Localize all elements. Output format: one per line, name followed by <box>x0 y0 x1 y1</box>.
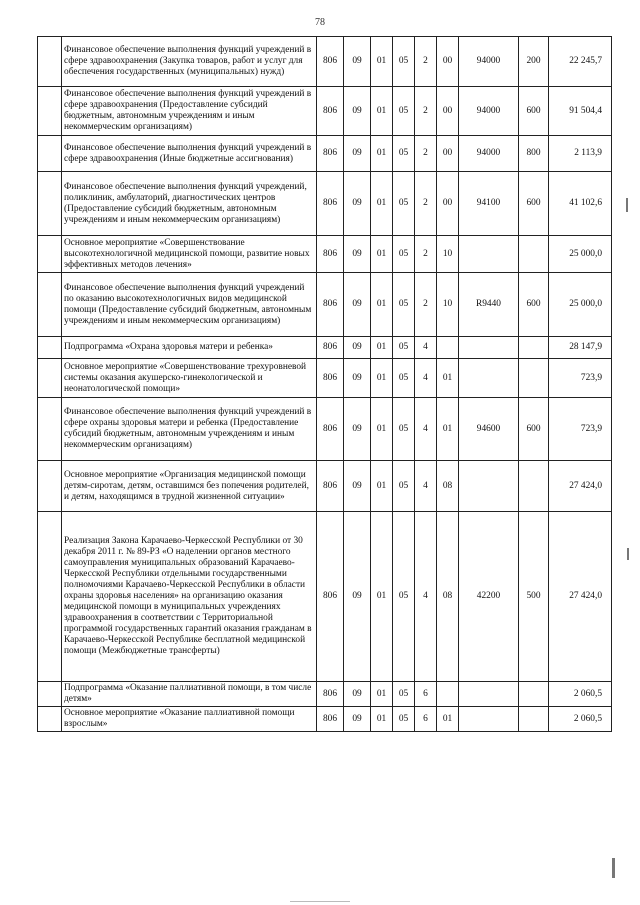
cell-c4: 94000 <box>459 37 519 87</box>
cell-c4 <box>459 337 519 359</box>
row-index-cell <box>38 707 62 732</box>
cell-grbs: 806 <box>317 512 344 682</box>
scan-mark <box>627 548 629 560</box>
cell-grbs: 806 <box>317 337 344 359</box>
cell-vr <box>519 461 549 512</box>
cell-c1: 05 <box>393 512 415 682</box>
cell-c3: 08 <box>437 512 459 682</box>
cell-amount: 25 000,0 <box>549 273 612 337</box>
cell-c3: 10 <box>437 236 459 273</box>
cell-c2: 2 <box>415 236 437 273</box>
row-index-cell <box>38 461 62 512</box>
cell-amount: 723,9 <box>549 398 612 461</box>
row-description: Финансовое обеспечение выполнения функций учреждений в сфере охраны здоровья матери и ребенка (Предоставление субсидий бюджетным, автономным учреждениям и иным некоммерческим организациям) <box>62 398 317 461</box>
cell-c4 <box>459 682 519 707</box>
cell-c2: 6 <box>415 682 437 707</box>
cell-grbs: 806 <box>317 236 344 273</box>
table-row <box>38 236 612 273</box>
cell-vr <box>519 359 549 398</box>
budget-table <box>37 36 612 732</box>
cell-c4: 94100 <box>459 172 519 236</box>
cell-pr: 01 <box>371 398 393 461</box>
cell-c4 <box>459 236 519 273</box>
cell-grbs: 806 <box>317 37 344 87</box>
cell-c2: 2 <box>415 136 437 172</box>
cell-c4: R9440 <box>459 273 519 337</box>
cell-amount: 27 424,0 <box>549 512 612 682</box>
cell-pr: 01 <box>371 37 393 87</box>
cell-c3: 08 <box>437 461 459 512</box>
cell-rz: 09 <box>344 398 371 461</box>
cell-c1: 05 <box>393 37 415 87</box>
cell-vr: 500 <box>519 512 549 682</box>
row-index-cell <box>38 37 62 87</box>
cell-pr: 01 <box>371 512 393 682</box>
cell-rz: 09 <box>344 37 371 87</box>
cell-amount: 91 504,4 <box>549 87 612 136</box>
row-index-cell <box>38 236 62 273</box>
row-description: Реализация Закона Карачаево-Черкесской Республики от 30 декабря 2011 г. № 89-РЗ «О наделении органов местного самоуправления муниципальных образований Карачаево-Черкесской Республики отдельными государственными полномочиями Карачаево-Черкесской Республики в области охраны здоровья населения» на организацию оказания медицинской помощи в муниципальных учреждениях здравоохранения в соответствии с Территориальной программой государственных гарантий оказания гражданам в Карачаево-Черкесской Республике бесплатной медицинской помощи (Межбюджетные трансферты) <box>62 512 317 682</box>
cell-amount: 25 000,0 <box>549 236 612 273</box>
cell-c3: 10 <box>437 273 459 337</box>
cell-c2: 2 <box>415 273 437 337</box>
cell-c1: 05 <box>393 87 415 136</box>
cell-vr: 200 <box>519 37 549 87</box>
cell-c1: 05 <box>393 398 415 461</box>
cell-c2: 4 <box>415 337 437 359</box>
cell-rz: 09 <box>344 172 371 236</box>
cell-pr: 01 <box>371 707 393 732</box>
row-index-cell <box>38 682 62 707</box>
cell-amount: 2 060,5 <box>549 707 612 732</box>
table-row <box>38 512 612 682</box>
cell-amount: 22 245,7 <box>549 37 612 87</box>
cell-grbs: 806 <box>317 172 344 236</box>
cell-c1: 05 <box>393 682 415 707</box>
cell-grbs: 806 <box>317 273 344 337</box>
cell-vr: 600 <box>519 273 549 337</box>
cell-pr: 01 <box>371 682 393 707</box>
cell-vr <box>519 236 549 273</box>
cell-grbs: 806 <box>317 707 344 732</box>
budget-table-body <box>38 37 612 732</box>
cell-c3: 01 <box>437 359 459 398</box>
row-index-cell <box>38 136 62 172</box>
table-row <box>38 87 612 136</box>
row-description: Финансовое обеспечение выполнения функций учреждений в сфере здравоохранения (Предоставление субсидий бюджетным, автономным учреждениям и иным некоммерческим организациям) <box>62 87 317 136</box>
cell-c1: 05 <box>393 461 415 512</box>
cell-c4: 94000 <box>459 87 519 136</box>
page-number: 78 <box>315 17 325 28</box>
cell-rz: 09 <box>344 337 371 359</box>
row-description: Финансовое обеспечение выполнения функций учреждений, поликлиник, амбулаторий, диагностических центров (Предоставление субсидий бюджетным, автономным учреждениям и иным некоммерческим организациям) <box>62 172 317 236</box>
scan-mark <box>612 858 615 878</box>
cell-amount: 28 147,9 <box>549 337 612 359</box>
row-description: Основное мероприятие «Организация медицинской помощи детям-сиротам, детям, оставшимся без попечения родителей, и детям, находящимся в трудной жизненной ситуации» <box>62 461 317 512</box>
cell-c3: 01 <box>437 707 459 732</box>
cell-c4 <box>459 707 519 732</box>
cell-c3 <box>437 682 459 707</box>
row-description: Подпрограмма «Оказание паллиативной помощи, в том числе детям» <box>62 682 317 707</box>
row-index-cell <box>38 398 62 461</box>
scan-mark <box>290 901 350 902</box>
cell-pr: 01 <box>371 236 393 273</box>
table-row <box>38 37 612 87</box>
row-description: Финансовое обеспечение выполнения функций учреждений по оказанию высокотехнологичных видов медицинской помощи (Предоставление субсидий бюджетным, автономным учреждениям и иным некоммерческим организациям) <box>62 273 317 337</box>
cell-c4: 94600 <box>459 398 519 461</box>
row-description: Основное мероприятие «Совершенствование трехуровневой системы оказания акушерско-гинекологической и неонатологической помощи» <box>62 359 317 398</box>
cell-c4: 94000 <box>459 136 519 172</box>
cell-amount: 41 102,6 <box>549 172 612 236</box>
cell-grbs: 806 <box>317 398 344 461</box>
cell-rz: 09 <box>344 136 371 172</box>
cell-grbs: 806 <box>317 461 344 512</box>
row-description: Подпрограмма «Охрана здоровья матери и ребенка» <box>62 337 317 359</box>
cell-c1: 05 <box>393 136 415 172</box>
cell-c1: 05 <box>393 273 415 337</box>
cell-pr: 01 <box>371 337 393 359</box>
table-row <box>38 273 612 337</box>
cell-c1: 05 <box>393 337 415 359</box>
row-description: Основное мероприятие «Оказание паллиативной помощи взрослым» <box>62 707 317 732</box>
cell-c2: 2 <box>415 87 437 136</box>
cell-vr <box>519 707 549 732</box>
cell-rz: 09 <box>344 236 371 273</box>
scan-mark <box>626 198 628 212</box>
cell-c3: 00 <box>437 136 459 172</box>
cell-rz: 09 <box>344 682 371 707</box>
cell-amount: 2 113,9 <box>549 136 612 172</box>
cell-grbs: 806 <box>317 87 344 136</box>
cell-pr: 01 <box>371 136 393 172</box>
cell-c3: 00 <box>437 87 459 136</box>
cell-grbs: 806 <box>317 682 344 707</box>
cell-vr: 800 <box>519 136 549 172</box>
cell-c4 <box>459 359 519 398</box>
row-index-cell <box>38 172 62 236</box>
table-row <box>38 359 612 398</box>
cell-c2: 4 <box>415 512 437 682</box>
cell-vr <box>519 337 549 359</box>
cell-c3: 00 <box>437 172 459 236</box>
cell-pr: 01 <box>371 273 393 337</box>
row-index-cell <box>38 512 62 682</box>
cell-c1: 05 <box>393 707 415 732</box>
cell-amount: 723,9 <box>549 359 612 398</box>
cell-c2: 4 <box>415 359 437 398</box>
cell-c1: 05 <box>393 359 415 398</box>
cell-c3 <box>437 337 459 359</box>
cell-vr: 600 <box>519 172 549 236</box>
row-index-cell <box>38 273 62 337</box>
table-row <box>38 682 612 707</box>
row-index-cell <box>38 337 62 359</box>
cell-grbs: 806 <box>317 136 344 172</box>
cell-vr <box>519 682 549 707</box>
cell-rz: 09 <box>344 273 371 337</box>
cell-grbs: 806 <box>317 359 344 398</box>
cell-c1: 05 <box>393 172 415 236</box>
row-index-cell <box>38 359 62 398</box>
cell-vr: 600 <box>519 398 549 461</box>
cell-c1: 05 <box>393 236 415 273</box>
cell-vr: 600 <box>519 87 549 136</box>
table-row <box>38 136 612 172</box>
cell-c2: 4 <box>415 461 437 512</box>
cell-amount: 2 060,5 <box>549 682 612 707</box>
cell-pr: 01 <box>371 172 393 236</box>
table-row <box>38 398 612 461</box>
cell-pr: 01 <box>371 87 393 136</box>
cell-c2: 4 <box>415 398 437 461</box>
row-description: Финансовое обеспечение выполнения функций учреждений в сфере здравоохранения (Закупка товаров, работ и услуг для обеспечения государственных (муниципальных) нужд) <box>62 37 317 87</box>
cell-amount: 27 424,0 <box>549 461 612 512</box>
cell-c4: 42200 <box>459 512 519 682</box>
table-row <box>38 707 612 732</box>
cell-pr: 01 <box>371 461 393 512</box>
cell-c3: 00 <box>437 37 459 87</box>
table-row <box>38 461 612 512</box>
cell-c4 <box>459 461 519 512</box>
row-description: Финансовое обеспечение выполнения функций учреждений в сфере здравоохранения (Иные бюджетные ассигнования) <box>62 136 317 172</box>
cell-rz: 09 <box>344 359 371 398</box>
cell-rz: 09 <box>344 87 371 136</box>
cell-rz: 09 <box>344 461 371 512</box>
row-description: Основное мероприятие «Совершенствование высокотехнологичной медицинской помощи, развитие новых эффективных методов лечения» <box>62 236 317 273</box>
cell-pr: 01 <box>371 359 393 398</box>
cell-c2: 6 <box>415 707 437 732</box>
cell-rz: 09 <box>344 707 371 732</box>
cell-c3: 01 <box>437 398 459 461</box>
cell-c2: 2 <box>415 172 437 236</box>
cell-rz: 09 <box>344 512 371 682</box>
table-row <box>38 172 612 236</box>
cell-c2: 2 <box>415 37 437 87</box>
row-index-cell <box>38 87 62 136</box>
table-row <box>38 337 612 359</box>
